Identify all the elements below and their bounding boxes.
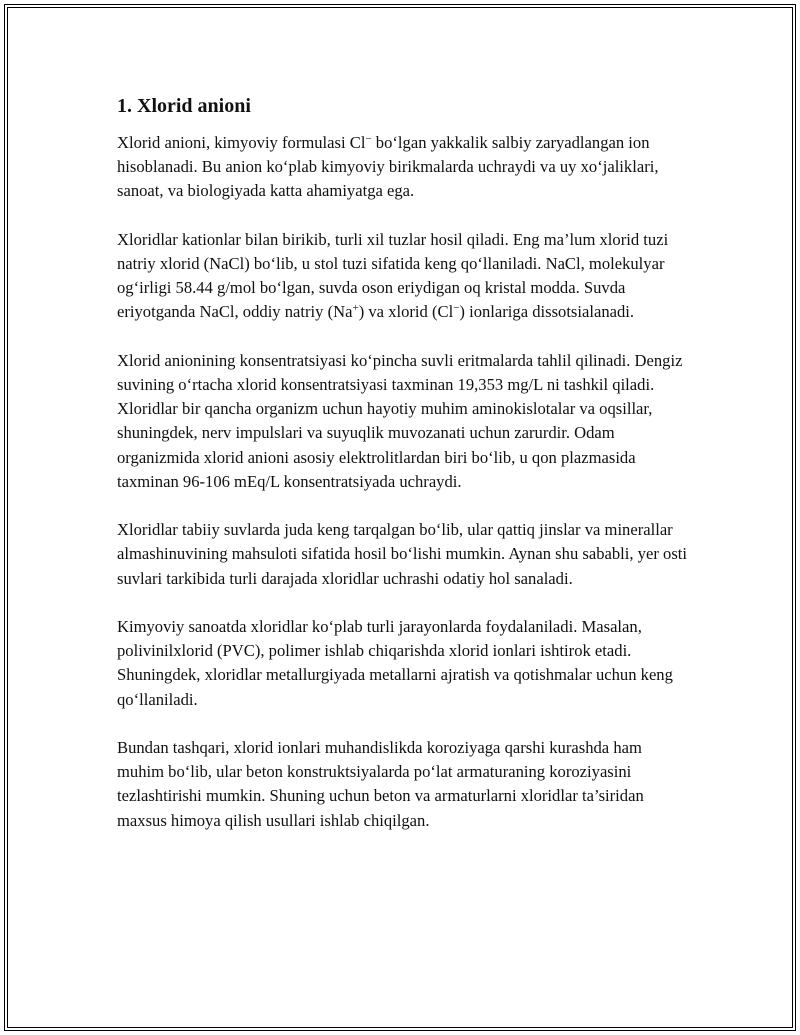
paragraph-6: Bundan tashqari, xlorid ionlari muhandislikda koroziyaga qarshi kurashda ham muhim bo‘lib, ular beton konstruktsiyalarda po‘lat armaturaning koroziyasini tezlashtirishi mumkin. Shuning uchun beton va armaturlarni xloridlar ta’siridan maxsus himoya qilish usullari ishlab chiqilgan. xyxy=(117,738,644,830)
text-run: Xloridlar kationlar bilan birikib, turli xil tuzlar hosil qiladi. Eng ma’lum xlorid tuzi natriy xlorid (NaCl) bo‘lib, u stol tuzi sifatida keng qo‘llaniladi. NaCl, molekulyar og‘irligi 58.44 g/mol bo‘lgan, suvda oson eriydigan oq kristal modda. Suvda eriyotganda NaCl, oddiy natriy (Na xyxy=(117,229,669,322)
paragraph-1 xyxy=(117,131,692,204)
text-run: ) va xlorid (Cl xyxy=(358,302,454,322)
paragraph-5: Kimyoviy sanoatda xloridlar ko‘plab turli jarayonlarda foydalaniladi. Masalan, polivinilxlorid (PVC), polimer ishlab chiqarishda xlorid ionlari ishtirok etadi. Shuningdek, xloridlar metallurgiyada metallarni ajratish va qotishmalar uchun keng qo‘llaniladi. xyxy=(117,617,673,709)
document-body xyxy=(117,93,692,857)
paragraph-3: Xlorid anionining konsentratsiyasi ko‘pincha suvli eritmalarda tahlil qilinadi. Dengiz suvining o‘rtacha xlorid konsentratsiyasi taxminan 19,353 mg/L ni tashkil qiladi. Xloridlar bir qancha organizm uchun hayotiy muhim aminokislotalar va oqsillar, shuningdek, nerv impulslari va suyuqlik muvozanati uchun zarurdir. Odam organizmida xlorid anioni asosiy elektrolitlardan biri bo‘lib, u qon plazmasida taxminan 96-106 mEq/L konsentratsiyada uchraydi. xyxy=(117,350,683,491)
section-heading: 1. Xlorid anioni xyxy=(117,95,251,117)
paragraph-4: Xloridlar tabiiy suvlarda juda keng tarqalgan bo‘lib, ular qattiq jinslar va minerallar almashinuvining mahsuloti sifatida hosil bo‘lishi mumkin. Aynan shu sababli, yer osti suvlari tarkibida turli darajada xloridlar uchrashi odatiy hol sanaladi. xyxy=(117,520,687,588)
superscript-minus: − xyxy=(365,133,372,145)
text-run: Xlorid anioni, kimyoviy formulasi Cl xyxy=(117,133,366,152)
text-run: bo‘lgan yakkalik salbiy zaryadlangan ion hisoblanadi. Bu anion ko‘plab kimyoviy birikmalarda uchraydi va uy xo‘jaliklari, sanoat, va biologiyada katta ahamiyatga ega. xyxy=(117,133,659,201)
superscript-minus: − xyxy=(453,302,460,315)
paragraph-2 xyxy=(117,228,692,325)
superscript-plus: + xyxy=(352,302,359,315)
text-run: ) ionlariga dissotsialanadi. xyxy=(459,302,635,322)
